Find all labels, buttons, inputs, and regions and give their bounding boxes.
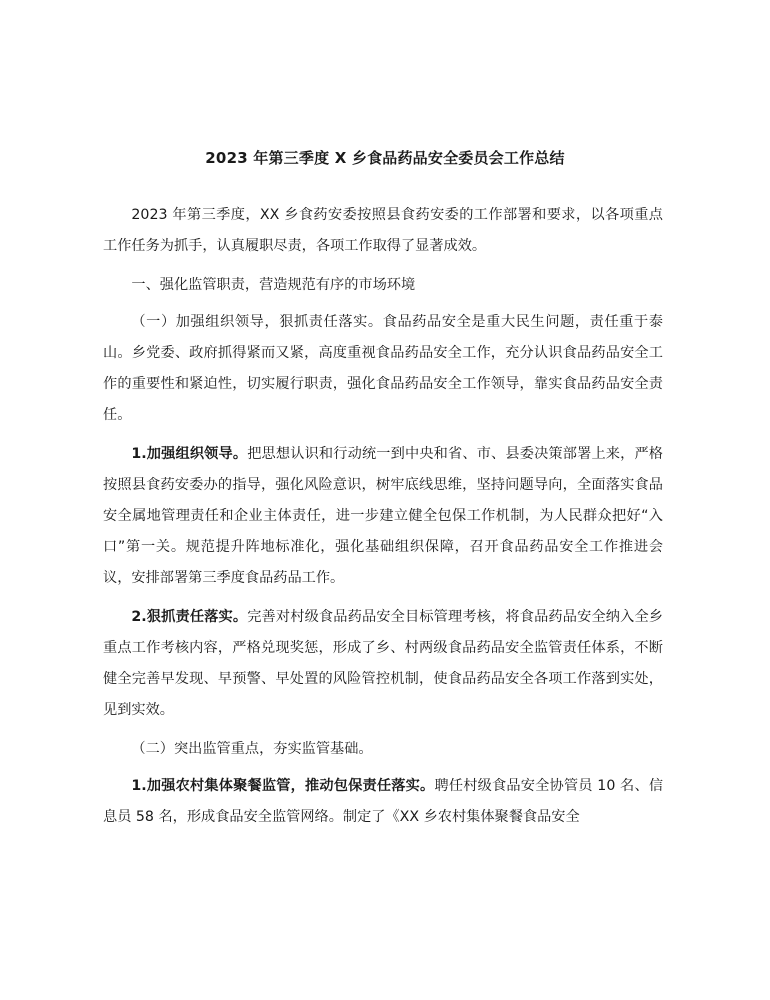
document-body xyxy=(103,200,663,841)
document-title: 2023 年第三季度 X 乡食品药品安全委员会工作总结 xyxy=(205,149,565,167)
item-1-1 xyxy=(103,439,663,594)
section-heading-1 xyxy=(103,270,663,301)
paragraph-text: （一）加强组织领导，狠抓责任落实。食品药品安全是重大民生问题，责任重于泰山。乡党委、政府抓得紧而又紧，高度重视食品药品安全工作，充分认识食品药品安全工作的重要性和紧迫性，切实履行职责，强化食品药品安全工作领导，靠实食品药品安全责任。 xyxy=(103,314,663,423)
paragraph-text: 把思想认识和行动统一到中央和省、市、县委决策部署上来，严格按照县食药安委办的指导，强化风险意识，树牢底线思维，坚持问题导向，全面落实食品安全属地管理责任和企业主体责任，进一步建立健全包保工作机制，为人民群众把好“入口”第一关。规范提升阵地标准化，强化基础组织保障，召开食品药品安全工作推进会议，安排部署第三季度食品药品工作。 xyxy=(103,446,663,586)
paragraph-text: 完善对村级食品药品安全目标管理考核，将食品药品安全纳入全乡重点工作考核内容，严格兑现奖惩，形成了乡、村两级食品药品安全监管责任体系，不断健全完善早发现、早预警、早处置的风险管控机制，使食品药品安全各项工作落到实处，见到实效。 xyxy=(103,609,663,718)
subsection-2 xyxy=(103,734,663,765)
item-lead: 1.加强组织领导。 xyxy=(131,446,248,462)
paragraph-text: 聘任村级食品安全协管员 10 名、信息员 58 名，形成食品安全监管网络。制定了《XX 乡农村集体聚餐食品安全 xyxy=(103,778,664,825)
item-lead: 1.加强农村集体聚餐监管，推动包保责任落实。 xyxy=(131,778,435,794)
item-lead: 2.狠抓责任落实。 xyxy=(131,609,248,625)
paragraph-intro xyxy=(103,200,663,262)
section-heading-text: 一、强化监管职责，营造规范有序的市场环境 xyxy=(131,277,416,293)
subsection-1 xyxy=(103,307,663,431)
item-2-1 xyxy=(103,771,663,833)
item-1-2 xyxy=(103,602,663,726)
paragraph-text: 2023 年第三季度，XX 乡食药安委按照县食药安委的工作部署和要求，以各项重点工作任务为抓手，认真履职尽责，各项工作取得了显著成效。 xyxy=(103,207,663,254)
paragraph-text: （二）突出监管重点，夯实监管基础。 xyxy=(131,741,373,757)
